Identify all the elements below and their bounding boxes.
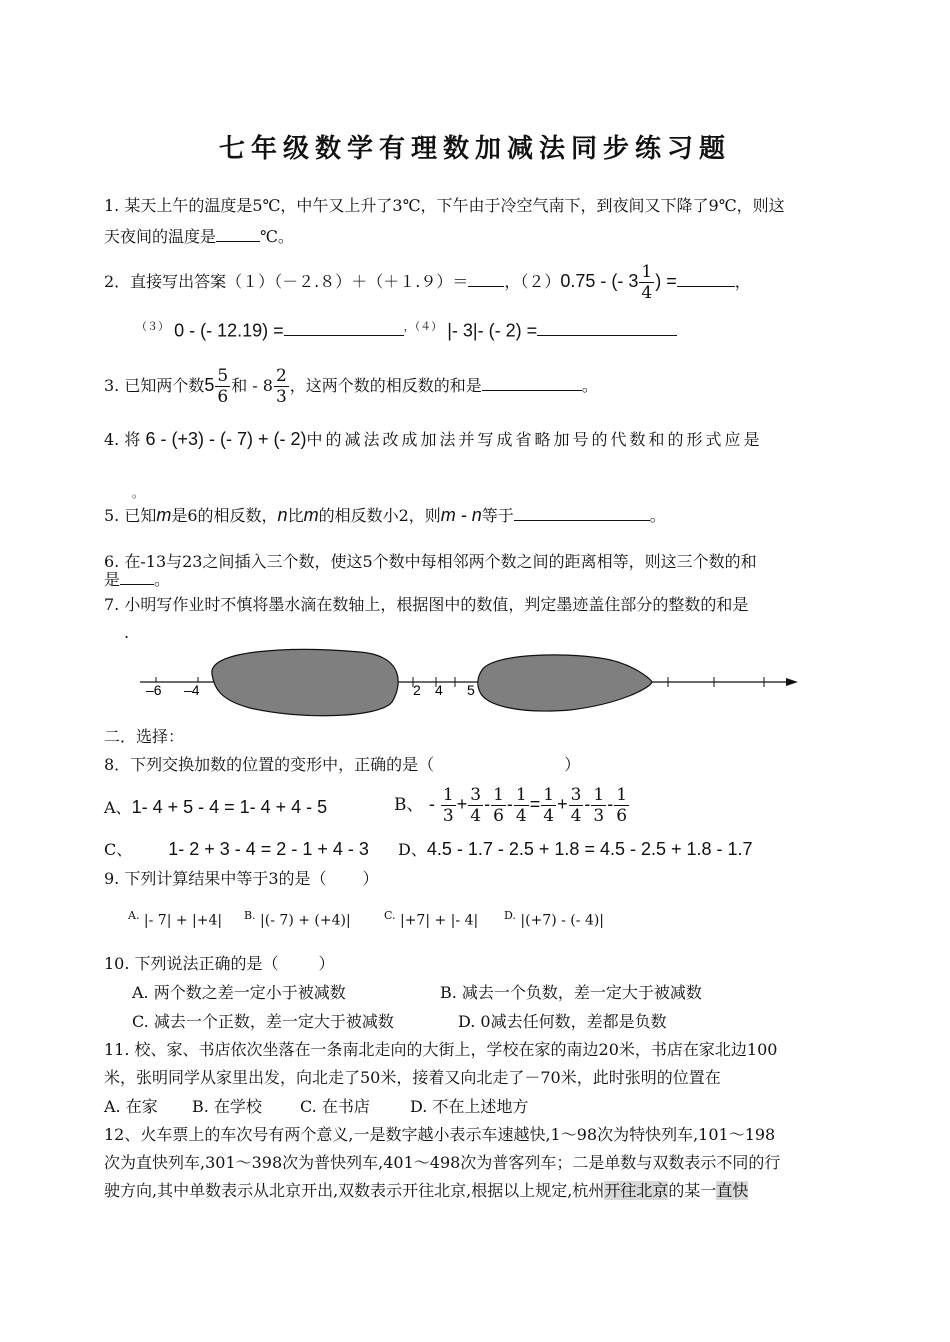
- answer-blank[interactable]: [482, 374, 582, 391]
- fraction: $\frac{2}{3}$: [275, 366, 287, 407]
- question-1-line-1: 1. 某天上午的温度是5℃，中午又上升了3℃，下午由于冷空气南下，到夜间又下降了9℃，则这: [104, 196, 785, 215]
- option-8d[interactable]: D、4.5 - 1.7 - 2.5 + 1.8 = 4.5 - 2.5 + 1.8 - 1.7: [398, 839, 753, 859]
- question-12-line-2: 次为直快列车,301～398次为普快列车,401～498次为普客列车；二是单数与双数表示不同的行: [104, 1153, 781, 1172]
- tick-label: –4: [184, 682, 200, 698]
- option-11a[interactable]: A. 在家: [104, 1097, 158, 1116]
- question-1-line-2: 天夜间的温度是 ℃。: [104, 227, 294, 246]
- question-2-line-1: 2．直接写出答案（１）（－２.８）＋（＋１.９）＝ ，（２）0.75 - (- 3 $\frac{1}{4}$ ) = ，: [104, 262, 751, 303]
- question-7: 7. 小明写作业时不慎将墨水滴在数轴上，根据图中的数值，判定墨迹盖住部分的整数的和是: [104, 595, 749, 614]
- question-12-line-3: 驶方向,其中单数表示从北京开出,双数表示开往北京,根据以上规定,杭州开往北京的某一直快: [104, 1181, 749, 1200]
- option-11c[interactable]: C. 在书店: [300, 1097, 370, 1116]
- question-6-line-1: 6. 在-13与23之间插入三个数，使这5个数中每相邻两个数之间的距离相等，则这三个数的和: [104, 552, 757, 571]
- fraction: $\frac{1}{6}$: [616, 785, 628, 826]
- option-9c[interactable]: $^{C.}$ |+7| + |- 4|: [384, 909, 479, 929]
- question-11-line-1: 11. 校、家、书店依次坐落在一条南北走向的大街上，学校在家的南边20米，书店在家北边100: [104, 1040, 778, 1059]
- tick-label: 2: [413, 682, 421, 698]
- section-heading: 二．选择：: [104, 727, 185, 746]
- question-7-dot: .: [124, 623, 130, 642]
- page-title: 七年级数学有理数加减法同步练习题: [218, 134, 731, 164]
- option-8b[interactable]: B、 - $\frac{1}{3}$ + $\frac{3}{4}$ - $\frac{1}{6}$ - $\frac{1}{4}$ = $\frac{1}{4}$ + $\frac{3}{4}$ - $\frac{1}{3}$ - $\frac{1}{6}$: [394, 785, 628, 826]
- fraction: $\frac{1}{6}$: [493, 785, 504, 826]
- question-12-line-1: 12、火车票上的车次号有两个意义,一是数字越小表示车速越快,1～98次为特快列车,101～198: [104, 1125, 776, 1144]
- option-9d[interactable]: $^{D.}$ |(+7) - (- 4)|: [504, 909, 605, 929]
- option-10c[interactable]: C. 减去一个正数，差一定大于被减数: [132, 1012, 394, 1031]
- option-9b[interactable]: $^{B.}$ |(- 7) + (+4)|: [244, 909, 351, 929]
- option-10d[interactable]: D. 0减去任何数，差都是负数: [458, 1012, 667, 1031]
- fraction: $\frac{3}{4}$: [470, 785, 482, 826]
- option-10b[interactable]: B. 减去一个负数，差一定大于被减数: [440, 983, 702, 1002]
- fraction: $\frac{1}{3}$: [593, 785, 605, 826]
- option-11b[interactable]: B. 在学校: [192, 1097, 262, 1116]
- answer-blank[interactable]: [284, 323, 404, 336]
- fraction: $\frac{1}{4}$: [543, 785, 555, 826]
- question-5: 5. 已知m是6的相反数，n比m的相反数小2，则m - n等于 。: [104, 505, 666, 525]
- question-8: 8．下列交换加数的位置的变形中，正确的是（ ）: [104, 755, 581, 774]
- fraction: $\frac{1}{4}$: [641, 262, 653, 303]
- answer-blank[interactable]: [216, 225, 260, 242]
- number-line-figure: [130, 640, 810, 720]
- question-11-line-2: 米，张明同学从家里出发，向北走了50米，接着又向北走了－70米，此时张明的位置在: [104, 1068, 721, 1087]
- answer-blank[interactable]: [514, 504, 650, 521]
- option-8a[interactable]: A、1- 4 + 5 - 4 = 1- 4 + 4 - 5: [104, 797, 328, 817]
- option-11d[interactable]: D. 不在上述地方: [410, 1097, 529, 1116]
- answer-blank[interactable]: [120, 568, 154, 585]
- question-9: 9. 下列计算结果中等于3的是（ ）: [104, 869, 379, 888]
- arrow-right-icon: [786, 678, 798, 686]
- tick-label: 5: [467, 682, 475, 698]
- answer-blank[interactable]: [677, 270, 735, 287]
- question-4: 4. 将 6 - (+3) - (- 7) + (- 2)中的减法改成加法并写成省略加号的代数和的形式应是: [104, 429, 763, 449]
- fraction: $\frac{5}{6}$: [217, 366, 229, 407]
- fraction: $\frac{1}{4}$: [515, 785, 527, 826]
- fraction: $\frac{3}{4}$: [570, 785, 582, 826]
- option-9a[interactable]: $^{A.}$ |- 7| + |+4|: [128, 909, 223, 929]
- question-2-line-2: $^{(3)}$ 0 - (- 12.19) = $^{,(4)}$ |- 3|- (- 2) =: [136, 316, 677, 342]
- tick-label: –6: [146, 682, 162, 698]
- answer-blank[interactable]: [468, 270, 504, 287]
- question-4-end: 。: [132, 486, 145, 500]
- question-3: 3. 已知两个数5 $\frac{5}{6}$ 和 - 8 $\frac{2}{3}$ ，这两个数的相反数的和是 。: [104, 366, 598, 407]
- question-10: 10. 下列说法正确的是（ ）: [104, 954, 335, 973]
- option-10a[interactable]: A. 两个数之差一定小于被减数: [132, 983, 346, 1002]
- option-8c[interactable]: C、 1- 2 + 3 - 4 = 2 - 1 + 4 - 3: [104, 839, 369, 859]
- question-6-line-2: 是 。: [104, 570, 171, 589]
- ink-blot-left: [212, 650, 398, 716]
- tick-label: 4: [435, 682, 443, 698]
- fraction: $\frac{1}{3}$: [442, 785, 454, 826]
- ink-blot-right: [478, 655, 652, 711]
- answer-blank[interactable]: [537, 323, 677, 336]
